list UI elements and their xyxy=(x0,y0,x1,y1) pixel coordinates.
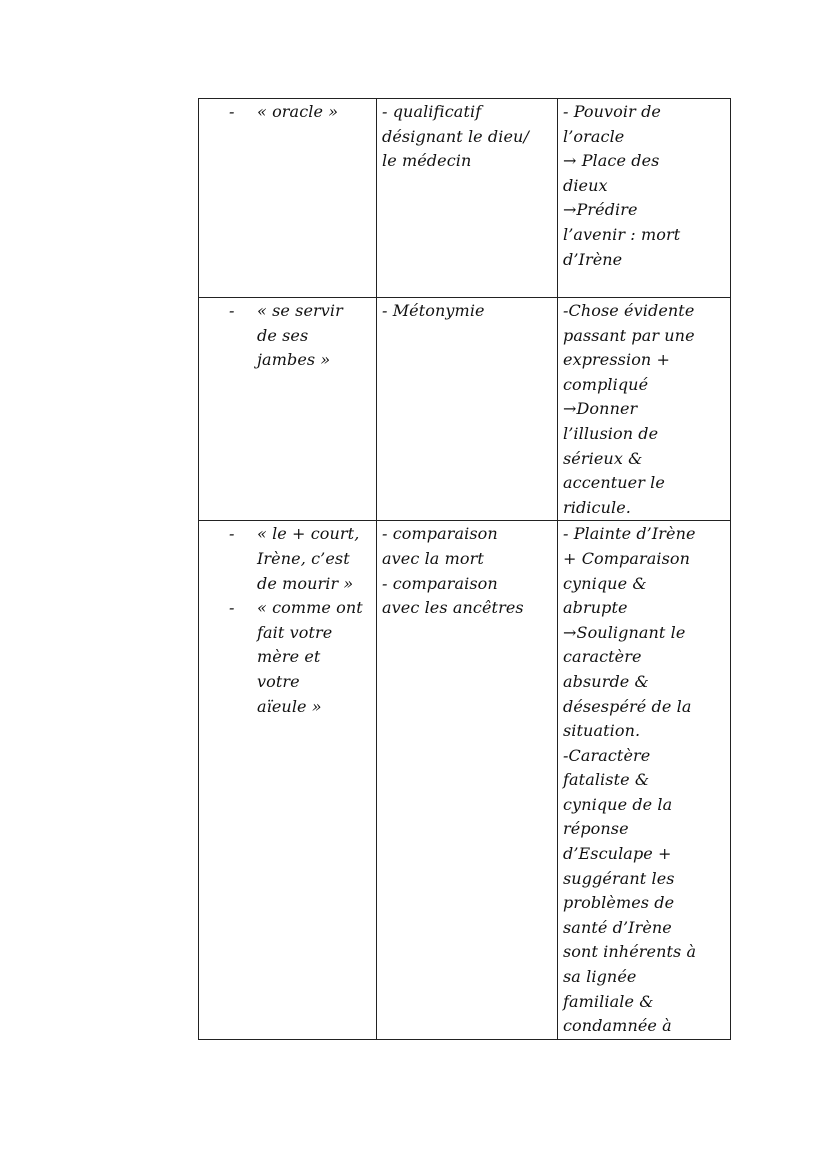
interpretation-line: absurde & xyxy=(563,671,649,691)
interpretation-line: l’oracle xyxy=(563,126,625,146)
quote-line: « comme ont xyxy=(257,598,363,618)
table-row xyxy=(199,521,731,1039)
interpretation-line: + Comparaison xyxy=(563,548,691,568)
quote-item xyxy=(229,522,372,596)
figure-line: - comparaison xyxy=(382,573,498,593)
bullet-dash: - xyxy=(229,301,235,320)
quote-line: « se servir xyxy=(257,301,343,320)
quote-item xyxy=(229,100,372,125)
interpretation-line: l’avenir : mort xyxy=(563,224,681,244)
bullet-dash: - xyxy=(229,524,235,544)
interpretation-cell xyxy=(558,521,731,1039)
interpretation-line: sont inhérents à xyxy=(563,942,697,962)
interpretation-line: compliqué xyxy=(563,374,649,394)
interpretation-line: →Prédire xyxy=(563,200,638,220)
figure-line: - comparaison xyxy=(382,524,498,544)
interpretation-line: réponse xyxy=(563,819,629,839)
quote-item xyxy=(229,596,372,719)
interpretation-line: condamnée à xyxy=(563,1016,672,1036)
interpretation-line: expression + xyxy=(563,350,671,370)
figure-cell xyxy=(377,298,558,521)
quote-line: jambes » xyxy=(257,350,331,370)
interpretation-line: -Caractère xyxy=(563,745,651,765)
quote-line: de mourir » xyxy=(257,573,354,593)
interpretation-line: accentuer le xyxy=(563,473,665,493)
interpretation-line: abrupte xyxy=(563,598,628,618)
interpretation-line: → Place des xyxy=(563,151,660,171)
figure-line: - qualificatif xyxy=(382,102,482,121)
figure-line: avec les ancêtres xyxy=(382,598,524,618)
quote-cell xyxy=(199,521,377,1039)
quote-line: fait votre xyxy=(257,622,333,642)
quote-line: « le + court, xyxy=(257,524,360,544)
interpretation-line: cynique & xyxy=(563,573,647,593)
interpretation-cell xyxy=(558,99,731,298)
interpretation-line: sérieux & xyxy=(563,448,643,468)
figure-cell xyxy=(377,99,558,298)
figure-line: - Métonymie xyxy=(382,301,485,320)
interpretation-line: - Pouvoir de xyxy=(563,102,661,121)
figure-cell xyxy=(377,521,558,1039)
figure-line: désignant le dieu/ xyxy=(382,126,529,146)
interpretation-cell xyxy=(558,298,731,521)
figure-line: avec la mort xyxy=(382,548,484,568)
bullet-dash: - xyxy=(229,598,235,618)
interpretation-line: ridicule. xyxy=(563,497,631,517)
interpretation-line: -Chose évidente xyxy=(563,301,695,320)
interpretation-line: d’Esculape + xyxy=(563,844,672,864)
quote-item xyxy=(229,299,372,373)
table-row xyxy=(199,99,731,298)
interpretation-line: dieux xyxy=(563,175,608,195)
interpretation-line: fataliste & xyxy=(563,770,650,790)
quote-line: « oracle » xyxy=(257,102,339,121)
interpretation-line: caractère xyxy=(563,647,642,667)
interpretation-line: - Plainte d’Irène xyxy=(563,524,696,544)
quote-line: mère et xyxy=(257,647,321,667)
quote-cell xyxy=(199,298,377,521)
interpretation-line: d’Irène xyxy=(563,249,623,269)
interpretation-line: cynique de la xyxy=(563,794,673,814)
interpretation-line: passant par une xyxy=(563,325,695,345)
interpretation-line: suggérant les xyxy=(563,868,675,888)
table-row xyxy=(199,298,731,521)
interpretation-line: sa lignée xyxy=(563,967,637,987)
quote-line: votre xyxy=(257,671,300,691)
interpretation-line: santé d’Irène xyxy=(563,917,672,937)
interpretation-line: situation. xyxy=(563,721,641,741)
quote-cell xyxy=(199,99,377,298)
quote-line: Irène, c’est xyxy=(257,548,350,568)
quote-line: de ses xyxy=(257,325,309,345)
interpretation-line: →Soulignant le xyxy=(563,622,686,642)
quote-line: aïeule » xyxy=(257,696,322,716)
figure-line: le médecin xyxy=(382,151,472,171)
analysis-table xyxy=(198,98,731,1040)
bullet-dash: - xyxy=(229,102,235,121)
interpretation-line: →Donner xyxy=(563,399,638,419)
interpretation-line: l’illusion de xyxy=(563,423,659,443)
interpretation-line: désespéré de la xyxy=(563,696,692,716)
interpretation-line: familiale & xyxy=(563,991,654,1011)
interpretation-line: problèmes de xyxy=(563,893,675,913)
